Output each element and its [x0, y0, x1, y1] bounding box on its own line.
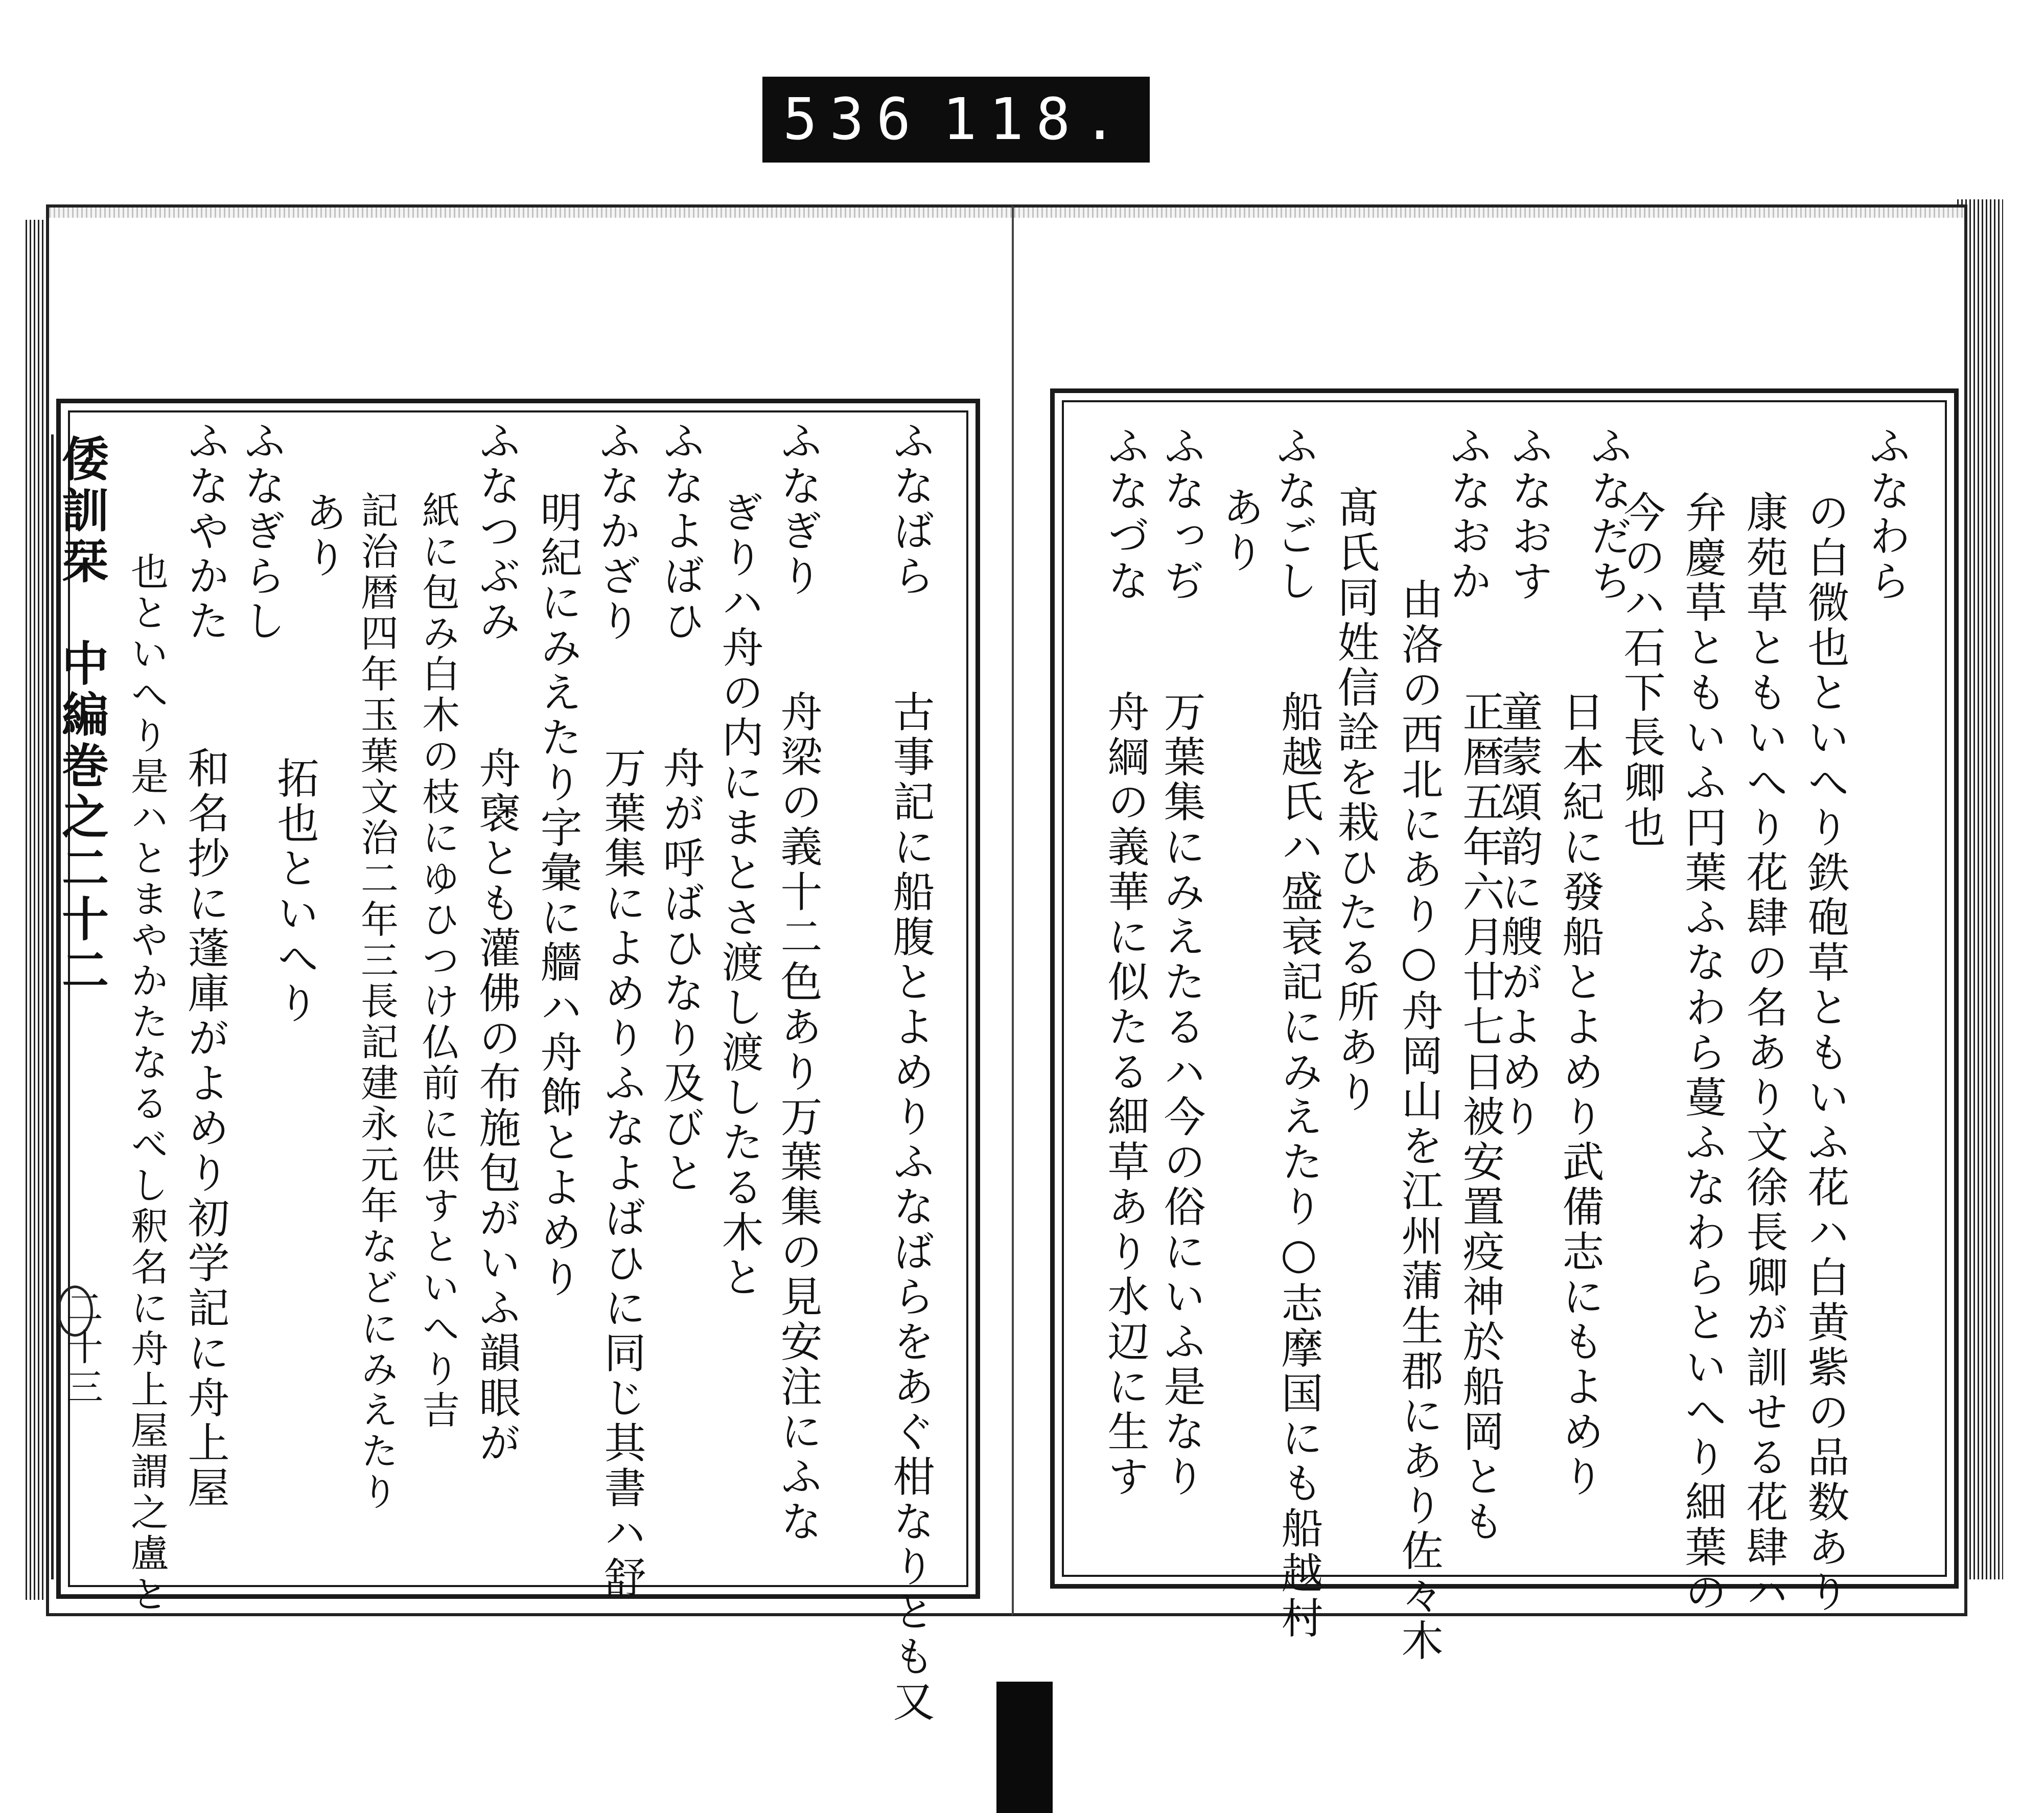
- left-column-10: 明紀にみえたり字彙に艢ハ舟飾とよめり: [533, 491, 582, 1300]
- right-column-5: ふなだち: [1584, 424, 1632, 604]
- right-column-19: 舟綱の義華に似たる細草あり水辺に生す: [1101, 690, 1149, 1500]
- paper-grain: [49, 208, 1015, 218]
- paper-grain: [1014, 208, 1964, 218]
- right-column-8: 日本紀に發船とよめり武備志にもよめり: [1555, 690, 1604, 1500]
- left-column-18: ふなやかた: [181, 419, 229, 644]
- right-column-4: 弁慶草ともいふ円葉ふなわら蔓ふなわらといへり細葉の: [1678, 491, 1727, 1615]
- right-column-16: あり: [1216, 486, 1264, 576]
- binding-clip: [996, 1682, 1053, 1813]
- right-column-9: ふなおか: [1443, 424, 1492, 604]
- left-column-15: あり: [298, 491, 347, 581]
- margin-title: [51, 434, 110, 1579]
- left-column-12: 舟襃とも灌佛の布施包がいふ韻眼が: [472, 746, 521, 1466]
- right-column-10: 童蒙頌韵に艘がよめり: [1494, 690, 1543, 1140]
- folio-number: 二十三: [60, 1288, 103, 1408]
- archive-number-left: 536: [783, 86, 923, 153]
- right-column-12: 正暦五年六月廿七日被安置疫神於船岡とも: [1456, 690, 1504, 1545]
- left-column-11: ふなつぶみ: [472, 419, 521, 644]
- left-column-1: ふなばら: [886, 419, 935, 599]
- volume-title: 中編巻之二十二: [54, 639, 109, 997]
- left-column-8: 万葉集によめりふなよばひに同じ其書ハ舒: [597, 746, 646, 1601]
- right-column-2: の白微也といへり鉄砲草ともいふ花ハ白黄紫の品数あり: [1801, 491, 1849, 1615]
- right-column-7: ふなおす: [1504, 424, 1553, 604]
- right-column-13: ふなごし: [1269, 424, 1318, 604]
- left-column-19: 和名抄に蓬庫がよめり初学記に舟上屋: [181, 746, 229, 1511]
- left-column-7: 舟が呼ばひなり及びと: [656, 746, 705, 1196]
- right-column-11: 由洛の西北にあり○舟岡山を江州蒲生郡にあり佐々木: [1395, 578, 1443, 1664]
- archive-number-label: [762, 77, 1150, 163]
- left-column-20: 也といへり是ハとまやかたなるべし釈名に舟上屋謂之盧と: [125, 552, 169, 1615]
- left-column-4: 舟梁の義十二色あり万葉集の見安注にふな: [774, 690, 822, 1545]
- left-column-9: ふなかざり: [592, 419, 641, 644]
- book-title: 倭訓栞: [54, 434, 109, 588]
- right-column-6: 今のハ石下長卿也: [1617, 491, 1665, 851]
- left-column-2: 古事記に船腹とよめりふなばらをあぐ柑なりとも又: [886, 690, 935, 1725]
- left-column-5: ぎりハ舟の内にまとさ渡し渡したる木と: [715, 491, 763, 1300]
- left-column-13: 紙に包み白木の枝にゆひつけ仏前に供すといへり吉: [416, 491, 460, 1431]
- left-column-16: ふなぎらし: [237, 419, 286, 644]
- left-column-14: 記治暦四年玉葉文治二年三長記建永元年などにみえたり: [355, 491, 399, 1513]
- right-column-15: 船越氏ハ盛衰記にみえたり○志摩国にも船越村: [1274, 690, 1323, 1641]
- left-column-17: 拓也といへり: [270, 756, 319, 1026]
- right-column-14: 髙氏同姓信詮を栽ひたる所あり: [1331, 486, 1379, 1115]
- right-column-20: 万葉集にみえたるハ今の俗にいふ是なり: [1157, 690, 1205, 1500]
- archive-number-right: 118.: [942, 86, 1129, 153]
- right-column-3: 康苑草ともいへり花肆の名あり文徐長卿が訓せる花肆ハ: [1739, 491, 1788, 1615]
- right-column-17: ふなっぢ: [1157, 424, 1205, 604]
- left-column-6: ふなよばひ: [656, 419, 705, 644]
- left-column-3: ふなぎり: [774, 419, 822, 599]
- right-column-18: ふなづな: [1101, 424, 1149, 604]
- right-column-1: ふなわら: [1862, 424, 1911, 604]
